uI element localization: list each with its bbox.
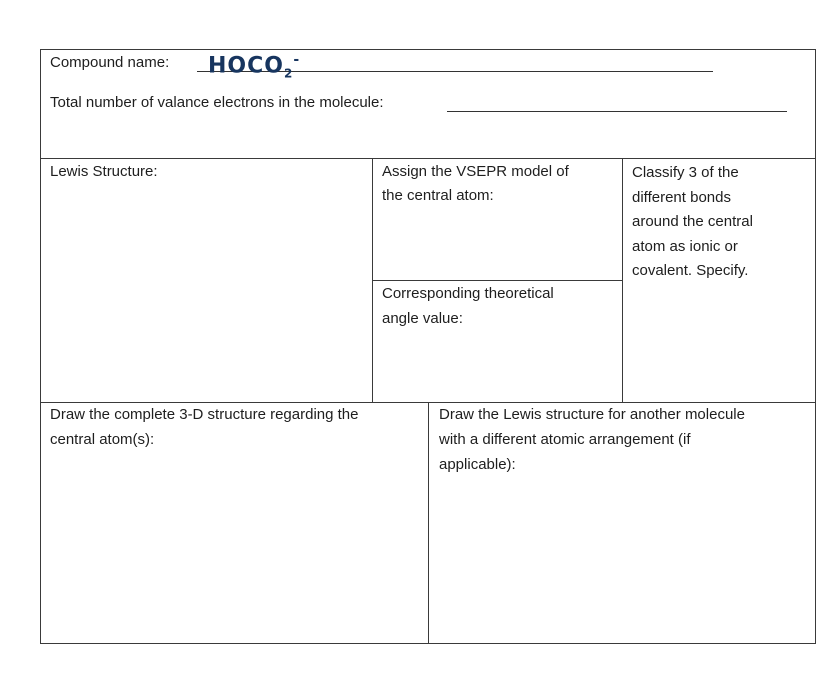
angle-label-line1: Corresponding theoretical	[382, 285, 554, 302]
classify-label-line3: around the central	[632, 213, 753, 230]
vsepr-label-line2: the central atom:	[382, 187, 494, 204]
classify-label-line4: atom as ionic or	[632, 238, 738, 255]
classify-label-line2: different bonds	[632, 189, 731, 206]
valence-electrons-underline[interactable]	[447, 111, 787, 112]
angle-label-line2: angle value:	[382, 310, 463, 327]
classify-label-line1: Classify 3 of the	[632, 164, 739, 181]
classify-label-line5: covalent. Specify.	[632, 262, 749, 279]
other-label-line1: Draw the Lewis structure for another molecule	[439, 406, 745, 423]
vsepr-label-line1: Assign the VSEPR model of	[382, 163, 569, 180]
lewis-structure-label: Lewis Structure:	[50, 163, 158, 180]
compound-name-value[interactable]: $HOCO_2^-$	[208, 52, 301, 81]
draw3d-label-line1: Draw the complete 3-D structure regarding the	[50, 406, 359, 423]
other-label-line3: applicable):	[439, 456, 516, 473]
valence-electrons-label: Total number of valance electrons in the molecule:	[50, 94, 384, 111]
compound-name-label: Compound name:	[50, 54, 170, 71]
draw3d-label-line2: central atom(s):	[50, 431, 155, 448]
other-label-line2: with a different atomic arrangement (if	[439, 431, 691, 448]
lewis-structure-cell[interactable]	[40, 158, 373, 403]
